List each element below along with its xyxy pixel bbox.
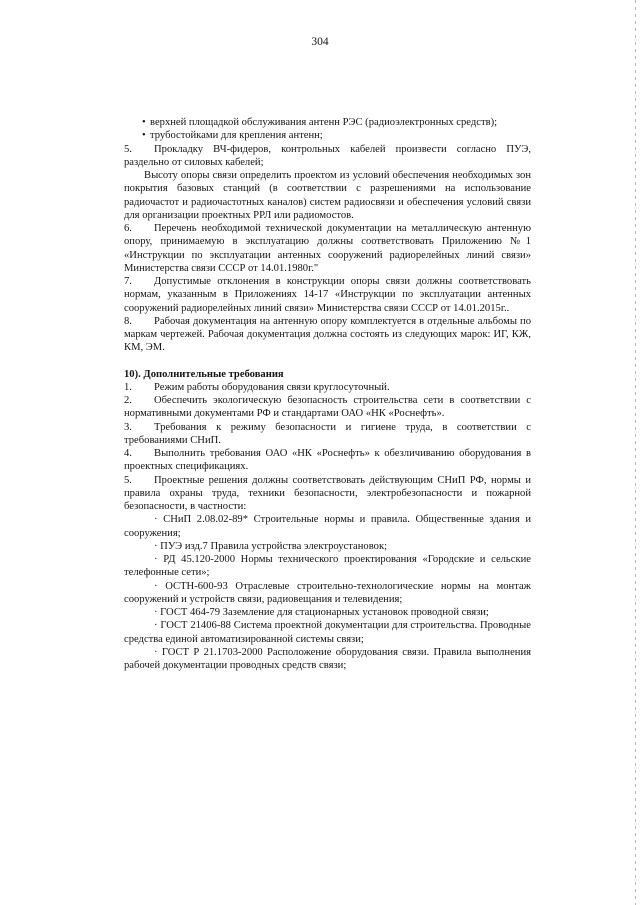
item-text: Прокладку ВЧ-фидеров, контрольных кабелей произвести согласно ПУЭ, раздельно от силовых кабелей; xyxy=(124,143,531,168)
numbered-item xyxy=(124,275,531,315)
standard-reference: · ГОСТ Р 21.1703-2000 Расположение оборудования связи. Правила выполнения рабочей документации проводных средств связи; xyxy=(124,646,531,671)
bullet-marker: • xyxy=(142,117,146,128)
standard-reference: · РД 45.120-2000 Нормы технического проектирования «Городские и сельские телефонные сети»; xyxy=(124,554,531,579)
numbered-item xyxy=(124,143,531,170)
item-text: Допустимые отклонения в конструкции опоры связи должны соответствовать нормам, указанным в Приложениях 14-17 «Инструкции по эксплуатации антенных сооружений радиорелейных линий связи» Министерства связи СССР от 14.01.2015г.. xyxy=(124,276,531,314)
bullet-text: верхней площадкой обслуживания антенн РЭС (радиоэлектронных средств); xyxy=(150,117,498,128)
scan-edge xyxy=(635,0,636,905)
item-number: 2. xyxy=(124,395,132,406)
numbered-item xyxy=(124,421,531,448)
section-heading: 10). Дополнительные требования xyxy=(124,368,284,380)
page-number: 304 xyxy=(311,36,329,48)
bullet-text: трубостойками для крепления антенн; xyxy=(150,130,323,142)
item-number: 1. xyxy=(124,381,132,393)
paragraph: Высоту опоры связи определить проектом из условий обеспечения необходимых зон покрытия базовых станций (в соответствии с разрешениями на использование радиочастот и радиочастотных каналов) систем радиосвязи и обеспечения условий связи для организации проектных РРЛ или радиомостов. xyxy=(124,170,531,221)
bullet-marker: • xyxy=(142,130,146,142)
bullet-item xyxy=(124,116,531,129)
numbered-item xyxy=(124,394,531,421)
document-body xyxy=(124,116,531,672)
numbered-item xyxy=(124,315,531,355)
item-number: 7. xyxy=(124,276,132,287)
item-number: 5. xyxy=(124,143,132,155)
item-text: Обеспечить экологическую безопасность строительства сети в соответствии с нормативными документами РФ и стандартами ОАО «НК «Роснефть». xyxy=(124,395,531,420)
standard-reference: · ОСТН-600-93 Отраслевые строительно-технологические нормы на монтаж сооружений и устройств связи, радиовещания и телевидения; xyxy=(124,580,531,605)
item-text: Режим работы оборудования связи круглосуточный. xyxy=(154,381,390,393)
item-text: Рабочая документация на антенную опору комплектуется в отдельные альбомы по маркам чертежей. Рабочая документация должна состоять из следующих марок: ИГ, КЖ, КМ, ЭМ. xyxy=(124,315,531,354)
item-number: 6. xyxy=(124,223,132,234)
standard-reference: · СНиП 2.08.02-89* Строительные нормы и правила. Общественные здания и сооружения; xyxy=(124,514,531,539)
standard-reference: · ГОСТ 464-79 Заземление для стационарных установок проводной связи; xyxy=(154,607,489,618)
standard-reference: · ГОСТ 21406-88 Система проектной документации для строительства. Проводные средства единой автоматизированной системы связи; xyxy=(124,620,531,645)
item-text: Проектные решения должны соответствовать действующим СНиП РФ, нормы и правила охраны труда, техники безопасности, электробезопасности и пожарной безопасности, в частности: xyxy=(124,474,531,512)
numbered-item xyxy=(124,381,531,394)
numbered-item xyxy=(124,474,531,514)
standard-reference: · ПУЭ изд.7 Правила устройства электроустановок; xyxy=(154,540,388,552)
item-text: Требования к режиму безопасности и гигиене труда, в соответствии с требованиями СНиП. xyxy=(124,421,531,446)
bullet-item xyxy=(124,129,531,142)
item-text: Выполнить требования ОАО «НК «Роснефть» к обезличиванию оборудования в проектных спецификациях. xyxy=(124,448,531,473)
numbered-item xyxy=(124,447,531,474)
item-number: 4. xyxy=(124,448,132,459)
item-text: Перечень необходимой технической документации на металлическую антенную опору, принимаемую в эксплуатацию должны соответствовать Приложению №1 «Инструкции по эксплуатации антенных сооружений радиорелейных линий связи» Министерства связи СССР от 14.01.1980г." xyxy=(124,223,531,274)
item-number: 3. xyxy=(124,421,132,433)
item-number: 5. xyxy=(124,474,132,486)
numbered-item xyxy=(124,222,531,275)
item-number: 8. xyxy=(124,315,132,327)
